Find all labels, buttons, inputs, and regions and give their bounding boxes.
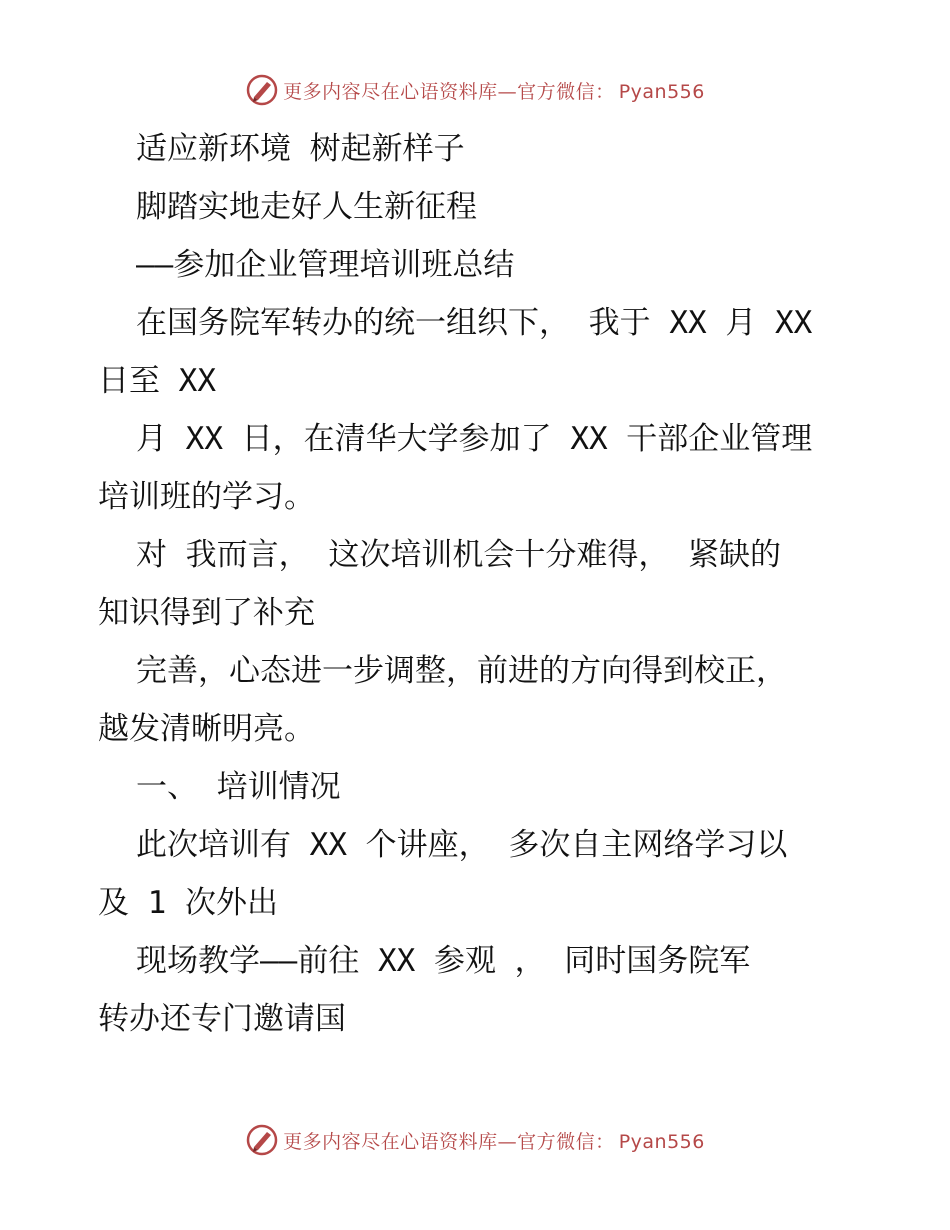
watermark-wechat-label: 官方微信： [517, 1130, 615, 1153]
paragraph-line: 转办还专门邀请国 [98, 1001, 346, 1037]
paragraph-line: 及 1 次外出 [98, 885, 278, 921]
watermark-text [283, 77, 705, 104]
paragraph-line: 月 XX 日，在清华大学参加了 XX 干部企业管理 [136, 421, 813, 457]
paragraph-line: 此次培训有 XX 个讲座， 多次自主网络学习以 [136, 827, 788, 863]
footer-watermark [0, 1120, 950, 1160]
pen-logo-icon [245, 73, 279, 107]
paragraph-line: 越发清晰明亮。 [98, 711, 315, 747]
watermark-wechat-id: Pyan556 [618, 1130, 705, 1153]
doc-title-line-1: 适应新环境 树起新样子 [136, 131, 465, 167]
watermark-main: 更多内容尽在心语资料库 [283, 80, 498, 103]
watermark-separator: — [497, 80, 518, 103]
paragraph-line: 日至 XX [98, 363, 216, 399]
doc-subtitle: ——参加企业管理培训班总结 [136, 247, 515, 283]
header-watermark [0, 70, 950, 110]
watermark-separator: — [497, 1130, 518, 1153]
pen-logo-icon [245, 1123, 279, 1157]
watermark-main: 更多内容尽在心语资料库 [283, 1130, 498, 1153]
paragraph-line: 在国务院军转办的统一组织下， 我于 XX 月 XX [136, 305, 813, 341]
doc-title-line-2: 脚踏实地走好人生新征程 [136, 189, 477, 225]
paragraph-line: 知识得到了补充 [98, 595, 315, 631]
paragraph-line: 完善，心态进一步调整，前进的方向得到校正， [136, 653, 787, 689]
paragraph-line: 培训班的学习。 [98, 479, 315, 515]
paragraph-line: 对 我而言， 这次培训机会十分难得， 紧缺的 [136, 537, 781, 573]
watermark-wechat-id: Pyan556 [618, 80, 705, 103]
document-body [98, 120, 858, 1048]
watermark-text [283, 1127, 705, 1154]
paragraph-line: 现场教学——前往 XX 参观 ， 同时国务院军 [136, 943, 751, 979]
watermark-wechat-label: 官方微信： [517, 80, 615, 103]
section-heading: 一、 培训情况 [136, 769, 341, 805]
